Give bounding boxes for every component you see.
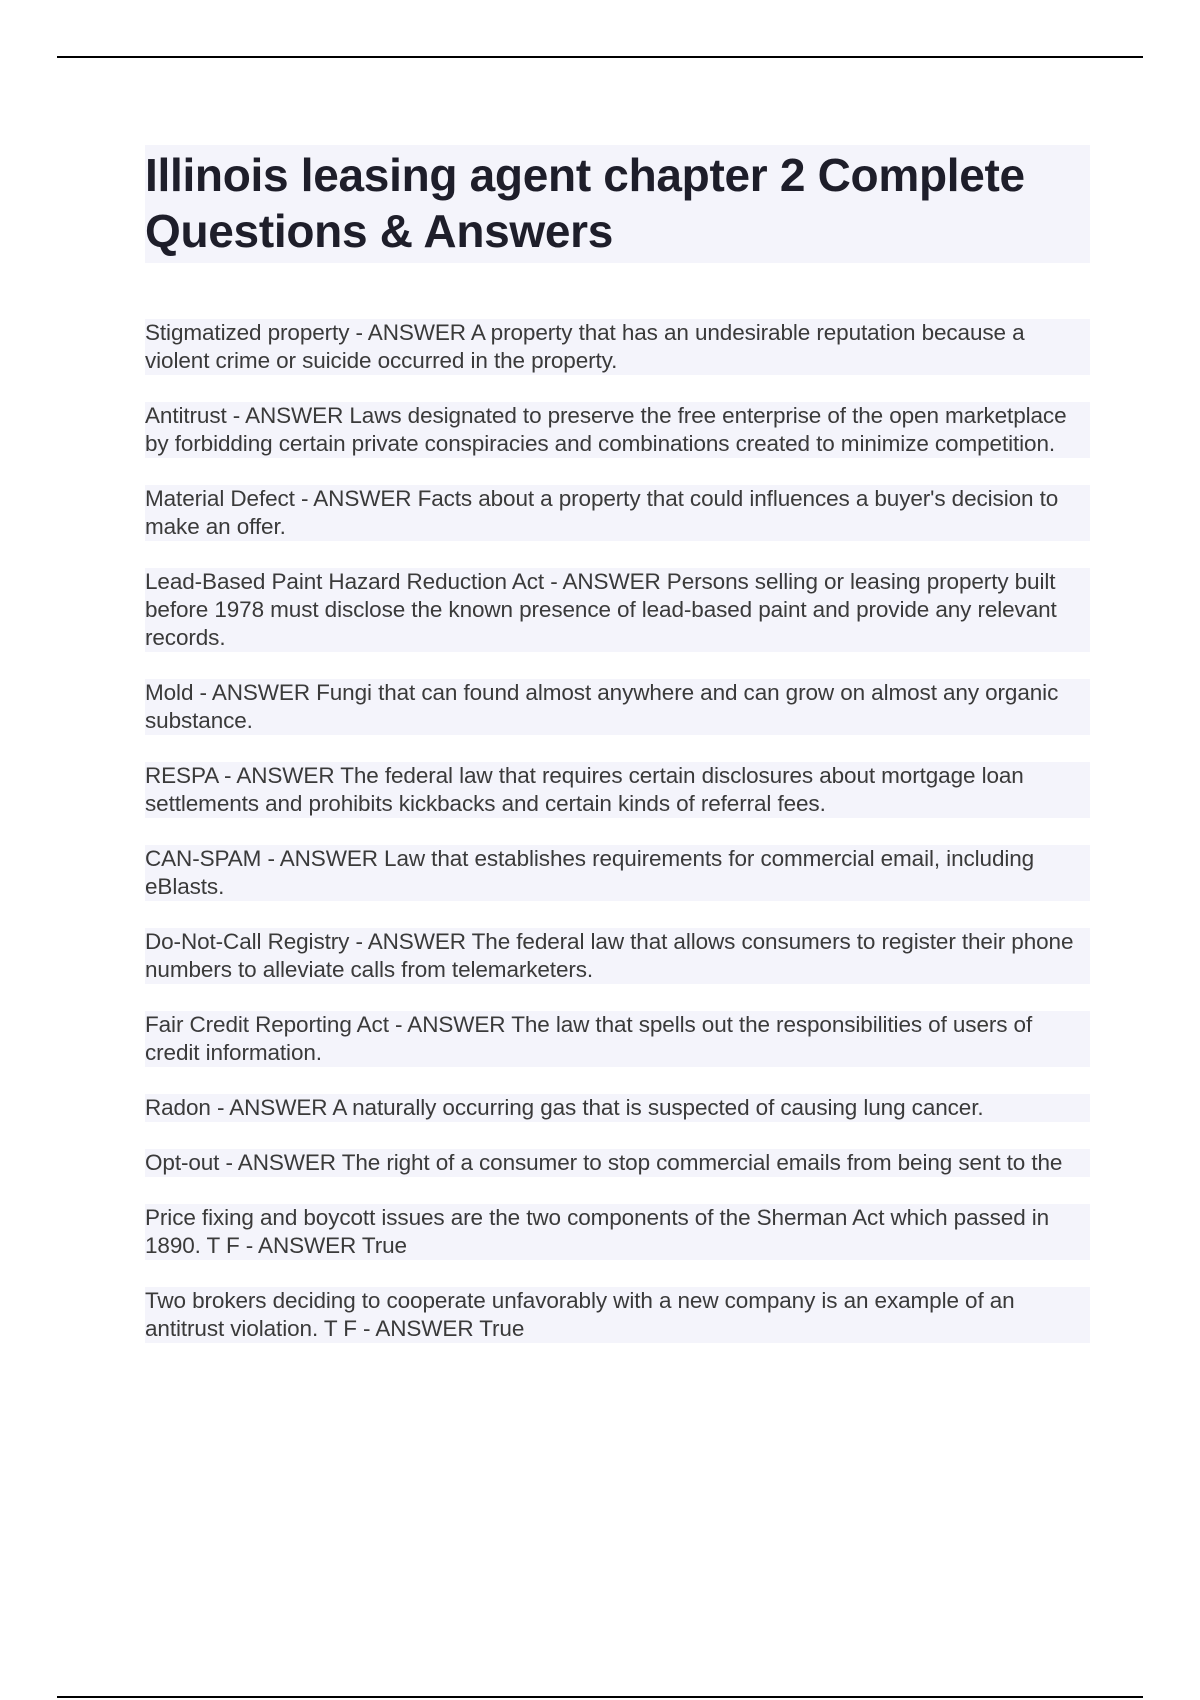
qa-item: CAN-SPAM - ANSWER Law that establishes requirements for commercial email, including eBlasts.: [145, 845, 1090, 901]
qa-item: Mold - ANSWER Fungi that can found almost anywhere and can grow on almost any organic substance.: [145, 679, 1090, 735]
bottom-rule: [57, 1696, 1143, 1698]
qa-item: Do-Not-Call Registry - ANSWER The federal law that allows consumers to register their phone numbers to alleviate calls from telemarketers.: [145, 928, 1090, 984]
qa-item: Opt-out - ANSWER The right of a consumer to stop commercial emails from being sent to the: [145, 1149, 1090, 1177]
document-title: Illinois leasing agent chapter 2 Complete Questions & Answers: [145, 149, 1025, 257]
top-rule: [57, 56, 1143, 58]
qa-item: Lead-Based Paint Hazard Reduction Act - ANSWER Persons selling or leasing property built before 1978 must disclose the known presence of lead-based paint and provide any relevant records.: [145, 568, 1090, 652]
qa-item: Antitrust - ANSWER Laws designated to preserve the free enterprise of the open marketplace by forbidding certain private conspiracies and combinations created to minimize competition.: [145, 402, 1090, 458]
qa-item: RESPA - ANSWER The federal law that requires certain disclosures about mortgage loan settlements and prohibits kickbacks and certain kinds of referral fees.: [145, 762, 1090, 818]
qa-item: Radon - ANSWER A naturally occurring gas that is suspected of causing lung cancer.: [145, 1094, 1090, 1122]
qa-item: Price fixing and boycott issues are the two components of the Sherman Act which passed in 1890. T F - ANSWER True: [145, 1204, 1090, 1260]
title-block: [145, 145, 1090, 263]
qa-item: Material Defect - ANSWER Facts about a property that could influences a buyer's decision to make an offer.: [145, 485, 1090, 541]
qa-list: [145, 319, 1090, 1343]
qa-item: Two brokers deciding to cooperate unfavorably with a new company is an example of an antitrust violation. T F - ANSWER True: [145, 1287, 1090, 1343]
qa-item: Stigmatized property - ANSWER A property that has an undesirable reputation because a violent crime or suicide occurred in the property.: [145, 319, 1090, 375]
qa-item: Fair Credit Reporting Act - ANSWER The law that spells out the responsibilities of users of credit information.: [145, 1011, 1090, 1067]
document-content: [145, 145, 1090, 1370]
